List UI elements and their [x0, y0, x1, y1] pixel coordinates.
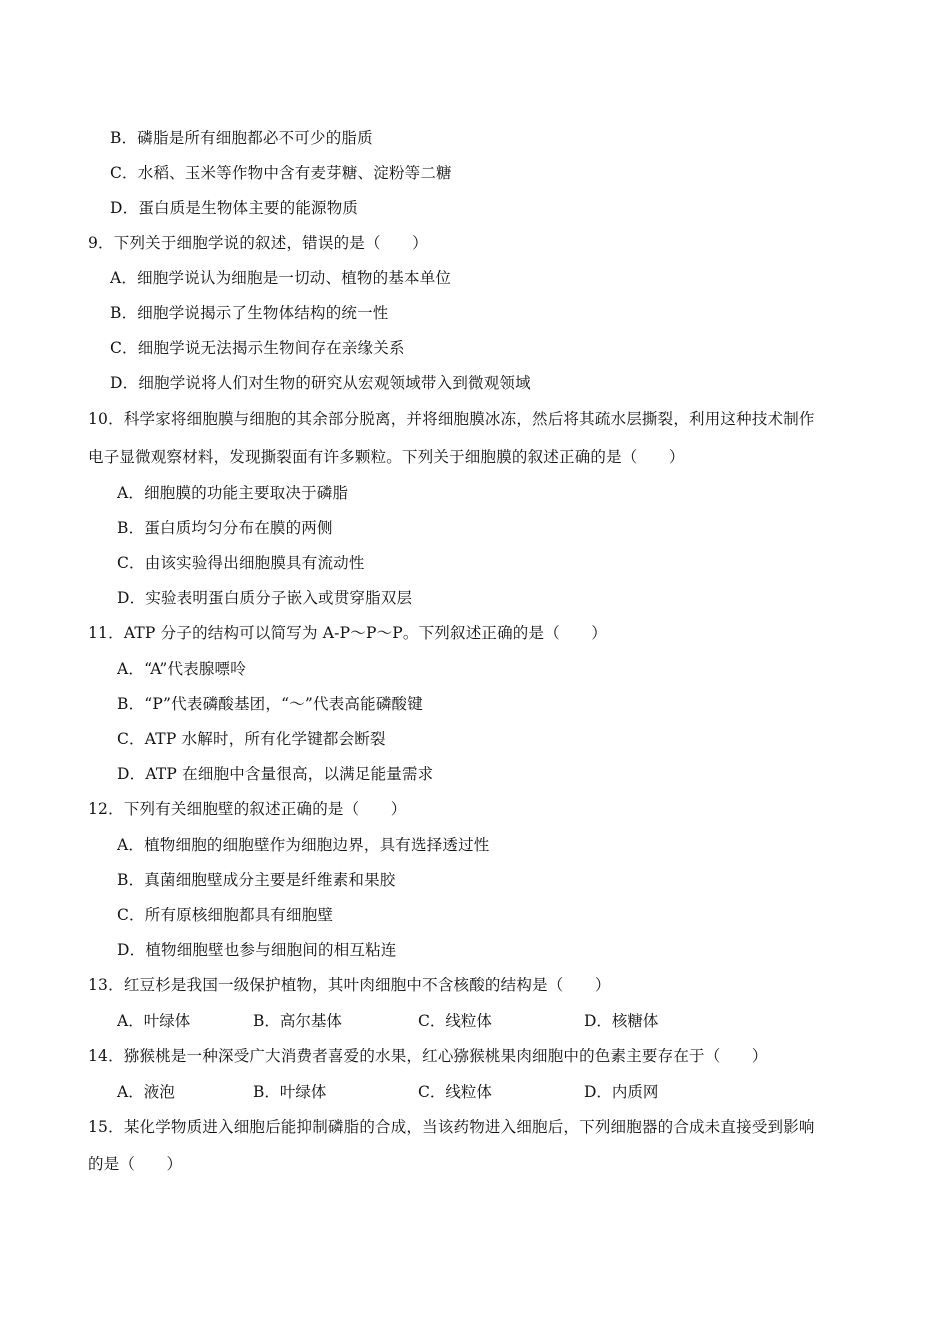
q12-option-c: C．所有原核细胞都具有细胞壁	[117, 906, 334, 924]
q15-stem-line1: 15．某化学物质进入细胞后能抑制磷脂的合成，当该药物进入细胞后，下列细胞器的合成未直接受到影响	[88, 1118, 815, 1136]
q14-option-d: D．内质网	[584, 1083, 659, 1101]
q10-option-c: C．由该实验得出细胞膜具有流动性	[117, 554, 365, 572]
q8-option-c: C．水稻、玉米等作物中含有麦芽糖、淀粉等二糖	[110, 164, 452, 182]
q8-option-b: B．磷脂是所有细胞都必不可少的脂质	[110, 129, 373, 147]
q14-option-b: B．叶绿体	[253, 1083, 327, 1101]
q13-option-c: C．线粒体	[418, 1012, 492, 1030]
q13-stem: 13．红豆杉是我国一级保护植物，其叶肉细胞中不含核酸的结构是（ ）	[88, 976, 611, 994]
q10-stem-line2: 电子显微观察材料，发现撕裂面有许多颗粒。下列关于细胞膜的叙述正确的是（ ）	[88, 448, 685, 466]
q10-option-d: D．实验表明蛋白质分子嵌入或贯穿脂双层	[117, 589, 413, 607]
q10-stem-line1: 10．科学家将细胞膜与细胞的其余部分脱离，并将细胞膜冰冻，然后将其疏水层撕裂，利用这种技术制作	[88, 410, 815, 428]
q14-stem: 14．猕猴桃是一种深受广大消费者喜爱的水果，红心猕猴桃果肉细胞中的色素主要存在于（ ）	[88, 1047, 768, 1065]
q12-option-b: B．真菌细胞壁成分主要是纤维素和果胶	[117, 871, 396, 889]
q9-option-b: B．细胞学说揭示了生物体结构的统一性	[110, 304, 389, 322]
q11-option-d: D．ATP 在细胞中含量很高，以满足能量需求	[117, 765, 434, 783]
q15-stem-line2: 的是（ ）	[88, 1155, 183, 1173]
q10-option-b: B．蛋白质均匀分布在膜的两侧	[117, 519, 333, 537]
q12-option-d: D．植物细胞壁也参与细胞间的相互粘连	[117, 941, 397, 959]
q11-stem: 11．ATP 分子的结构可以简写为 A-P～P～P。下列叙述正确的是（ ）	[88, 624, 608, 642]
q9-option-a: A．细胞学说认为细胞是一切动、植物的基本单位	[110, 269, 452, 287]
q11-option-c: C．ATP 水解时，所有化学键都会断裂	[117, 730, 386, 748]
q9-option-d: D．细胞学说将人们对生物的研究从宏观领域带入到微观领域	[110, 374, 531, 392]
q14-option-c: C．线粒体	[418, 1083, 492, 1101]
q8-option-d: D．蛋白质是生物体主要的能源物质	[110, 199, 359, 217]
q14-option-a: A．液泡	[117, 1083, 175, 1101]
q12-stem: 12．下列有关细胞壁的叙述正确的是（ ）	[88, 800, 407, 818]
q13-option-a: A．叶绿体	[117, 1012, 191, 1030]
q12-option-a: A．植物细胞的细胞壁作为细胞边界，具有选择透过性	[117, 836, 490, 854]
q11-option-a: A．“A”代表腺嘌呤	[117, 660, 246, 678]
q9-option-c: C．细胞学说无法揭示生物间存在亲缘关系	[110, 339, 405, 357]
q13-option-b: B．高尔基体	[253, 1012, 342, 1030]
q9-stem: 9．下列关于细胞学说的叙述，错误的是（ ）	[88, 234, 428, 252]
q13-option-d: D．核糖体	[584, 1012, 659, 1030]
q11-option-b: B．“P”代表磷酸基团，“～”代表高能磷酸键	[117, 695, 423, 713]
q10-option-a: A．细胞膜的功能主要取决于磷脂	[117, 484, 349, 502]
